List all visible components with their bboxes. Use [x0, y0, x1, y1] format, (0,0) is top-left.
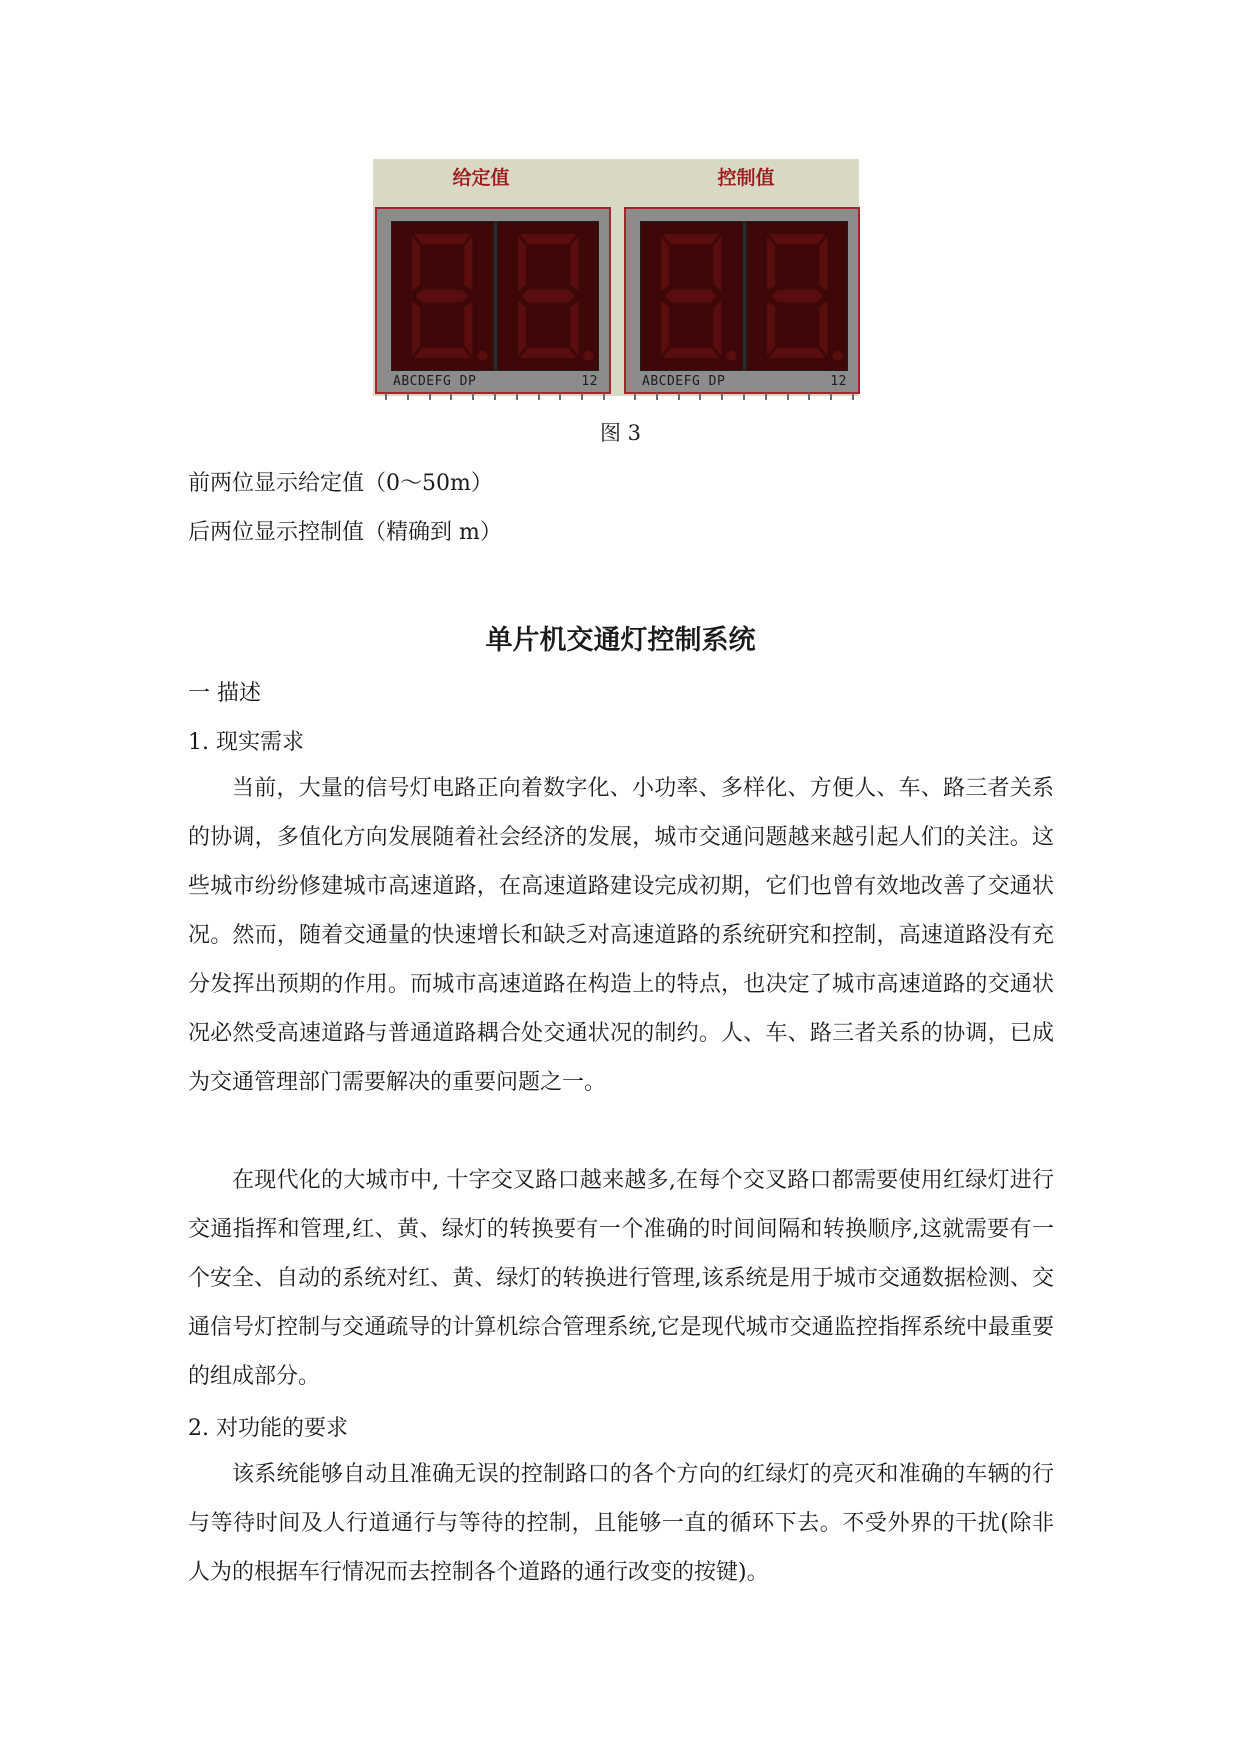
segment-dp — [726, 351, 736, 361]
segment-d — [769, 348, 825, 358]
segment-d — [414, 348, 470, 358]
segment-glyph — [498, 222, 599, 370]
segment-glyph — [392, 222, 493, 370]
segment-b — [819, 236, 827, 291]
pin-ticks — [634, 393, 854, 401]
segment-e — [412, 301, 420, 356]
seven-segment-figure — [373, 159, 859, 396]
digit-pins-label: 12 — [830, 374, 847, 389]
segment-c — [819, 301, 827, 356]
seven-segment-digit — [391, 221, 494, 371]
section-heading: 一 描述 — [188, 681, 261, 706]
pin-labels — [393, 374, 598, 389]
segment-a — [414, 234, 470, 244]
segment-f — [518, 236, 526, 291]
segment-c — [570, 301, 578, 356]
segment-e — [767, 301, 775, 356]
paragraph: 该系统能够自动且准确无误的控制路口的各个方向的红绿灯的亮灭和准确的车辆的行与等待时间及人行道通行与等待的控制，且能够一直的循环下去。不受外界的干扰(除非人为的根据车行情况而去控制各个道路的通行改变的按键)。 — [188, 1462, 1054, 1585]
segment-g — [522, 290, 574, 302]
figure-caption: 图 3 — [599, 421, 642, 445]
segment-glyph — [641, 222, 742, 370]
digit-pins-label: 12 — [581, 374, 598, 389]
subsection-heading: 1. 现实需求 — [188, 730, 304, 755]
pin-ticks — [385, 393, 605, 401]
segment-e — [661, 301, 669, 356]
note-line-2: 后两位显示控制值（精确到 m） — [188, 520, 502, 545]
segment-g — [416, 290, 468, 302]
segment-f — [412, 236, 420, 291]
segment-dp — [477, 351, 487, 361]
note-line-1: 前两位显示给定值（0～50m） — [188, 471, 493, 496]
segment-b — [464, 236, 472, 291]
digit-window — [640, 221, 848, 371]
given-value-label: 给定值 — [452, 167, 510, 189]
dp-pin-label: DP — [708, 374, 726, 389]
seven-segment-digit — [746, 221, 849, 371]
paragraph: 在现代化的大城市中, 十字交叉路口越来越多,在每个交叉路口都需要使用红绿灯进行交通指挥和管理,红、黄、绿灯的转换要有一个准确的时间间隔和转换顺序,这就需要有一个安全、自动的系统对红、黄、绿灯的转换进行管理,该系统是用于城市交通数据检测、交通信号灯控制与交通疏导的计算机综合管理系统,它是现代城市交通监控指挥系统中最重要的组成部分。 — [188, 1168, 1054, 1389]
segment-glyph — [747, 222, 848, 370]
segment-g — [665, 290, 717, 302]
digit-window — [391, 221, 599, 371]
paragraph: 当前，大量的信号灯电路正向着数字化、小功率、多样化、方便人、车、路三者关系的协调，多值化方向发展随着社会经济的发展，城市交通问题越来越引起人们的关注。这些城市纷纷修建城市高速道路，在高速道路建设完成初期，它们也曾有效地改善了交通状况。然而，随着交通量的快速增长和缺乏对高速道路的系统研究和控制，高速道路没有充分发挥出预期的作用。而城市高速道路在构造上的特点，也决定了城市高速道路的交通状况必然受高速道路与普通道路耦合处交通状况的制约。人、车、路三者关系的协调，已成为交通管理部门需要解决的重要问题之一。 — [188, 776, 1054, 1095]
segment-b — [570, 236, 578, 291]
segment-d — [663, 348, 719, 358]
seven-segment-digit — [640, 221, 743, 371]
subsection-heading: 2. 对功能的要求 — [188, 1416, 348, 1441]
segment-f — [767, 236, 775, 291]
segment-b — [713, 236, 721, 291]
seven-segment-digit — [497, 221, 600, 371]
dp-pin-label: DP — [459, 374, 477, 389]
pin-labels — [642, 374, 847, 389]
segment-c — [464, 301, 472, 356]
segment-d — [520, 348, 576, 358]
segment-g — [771, 290, 823, 302]
control-value-label: 控制值 — [717, 167, 775, 189]
segment-dp — [583, 351, 593, 361]
segment-e — [518, 301, 526, 356]
segment-pins-label: ABCDEFG — [393, 374, 452, 389]
segment-a — [769, 234, 825, 244]
control-value-display — [624, 207, 860, 394]
segment-a — [520, 234, 576, 244]
article-title: 单片机交通灯控制系统 — [485, 625, 756, 656]
segment-pins-label: ABCDEFG — [642, 374, 701, 389]
segment-dp — [832, 351, 842, 361]
segment-a — [663, 234, 719, 244]
segment-c — [713, 301, 721, 356]
given-value-display — [375, 207, 611, 394]
segment-f — [661, 236, 669, 291]
